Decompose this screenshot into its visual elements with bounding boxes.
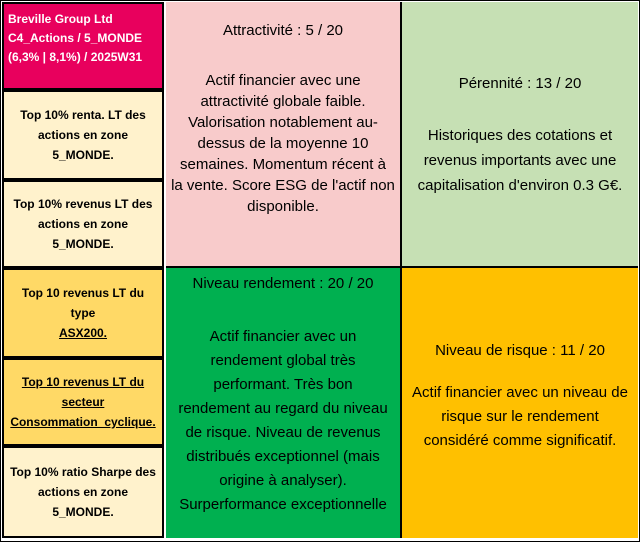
- badge-line: Top 10 revenus LT du type: [21, 286, 145, 320]
- badge-line: Top 10% ratio Sharpe des: [10, 465, 156, 479]
- badge-line: Top 10% renta. LT des: [20, 108, 146, 122]
- attractivite-text-line: Actif financier avec une: [205, 72, 361, 89]
- badge-asx200: [2, 268, 164, 358]
- badge-line: ASX200.: [58, 326, 108, 340]
- rendement-title: Niveau rendement : 20 / 20: [192, 275, 374, 292]
- rendement-text-line: performant. Très bon: [213, 376, 353, 393]
- rendement-text-line: origine à analyser).: [219, 472, 347, 489]
- attractivite-text-line: disponible.: [247, 198, 319, 215]
- perennite-text-line: revenus importants avec une: [423, 152, 617, 169]
- asset-category: C4_Actions / 5_MONDE: [8, 31, 143, 45]
- panel-attractivite: [166, 2, 402, 268]
- risque-text-line: Actif financier avec un niveau de: [412, 384, 628, 401]
- rendement-text-line: Actif financier avec un: [209, 328, 357, 345]
- rendement-text-line: distribués exceptionnel (mais: [186, 448, 380, 465]
- badge-line: secteur: [61, 395, 105, 409]
- rendement-text-line: rendement global très: [210, 352, 356, 369]
- risque-text-line: risque sur le rendement: [441, 408, 599, 425]
- attractivite-text-line: semaines. Momentum récent à: [180, 156, 386, 173]
- badge-line: Top 10 revenus LT du: [21, 375, 145, 389]
- badge-line: Top 10% revenus LT des: [13, 197, 153, 211]
- risque-text-line: considéré comme significatif.: [423, 432, 617, 449]
- rendement-text-line: rendement au regard du niveau: [178, 400, 388, 417]
- attractivite-text-line: la vente. Score ESG de l'actif non: [171, 177, 395, 194]
- risque-title: Niveau de risque : 11 / 20: [435, 342, 605, 359]
- rendement-text-line: de risque. Niveau de revenus: [185, 424, 381, 441]
- attractivite-text-line: attractivité globale faible.: [200, 93, 366, 110]
- badge-renta-lt: [2, 90, 164, 180]
- panel-risque: [402, 268, 638, 538]
- asset-header: [2, 2, 164, 90]
- badge-line: actions en zone 5_MONDE.: [37, 485, 129, 519]
- badge-line: actions en zone 5_MONDE.: [37, 217, 129, 251]
- attractivite-title: Attractivité : 5 / 20: [222, 22, 344, 39]
- badge-line: actions en zone 5_MONDE.: [37, 128, 129, 162]
- asset-performance-week: (6,3% | 8,1%) / 2025W31: [8, 50, 143, 64]
- badge-consommation-cyclique: [2, 358, 164, 446]
- attractivite-text-line: Valorisation notablement au-: [188, 114, 378, 131]
- rendement-text-line: Surperformance exceptionnelle: [179, 496, 387, 513]
- perennite-text-line: Historiques des cotations et: [427, 127, 613, 144]
- badge-revenus-lt: [2, 180, 164, 268]
- perennite-text-line: capitalisation d'environ 0.3 G€.: [417, 177, 623, 194]
- panel-perennite: [402, 2, 638, 268]
- badge-line: Consommation_cyclique.: [10, 415, 156, 429]
- perennite-title: Pérennité : 13 / 20: [458, 75, 582, 92]
- attractivite-text-line: dessus de la moyenne 10: [197, 135, 369, 152]
- panel-rendement: [166, 268, 402, 538]
- badge-ratio-sharpe: [2, 446, 164, 538]
- asset-name: Breville Group Ltd: [8, 12, 113, 26]
